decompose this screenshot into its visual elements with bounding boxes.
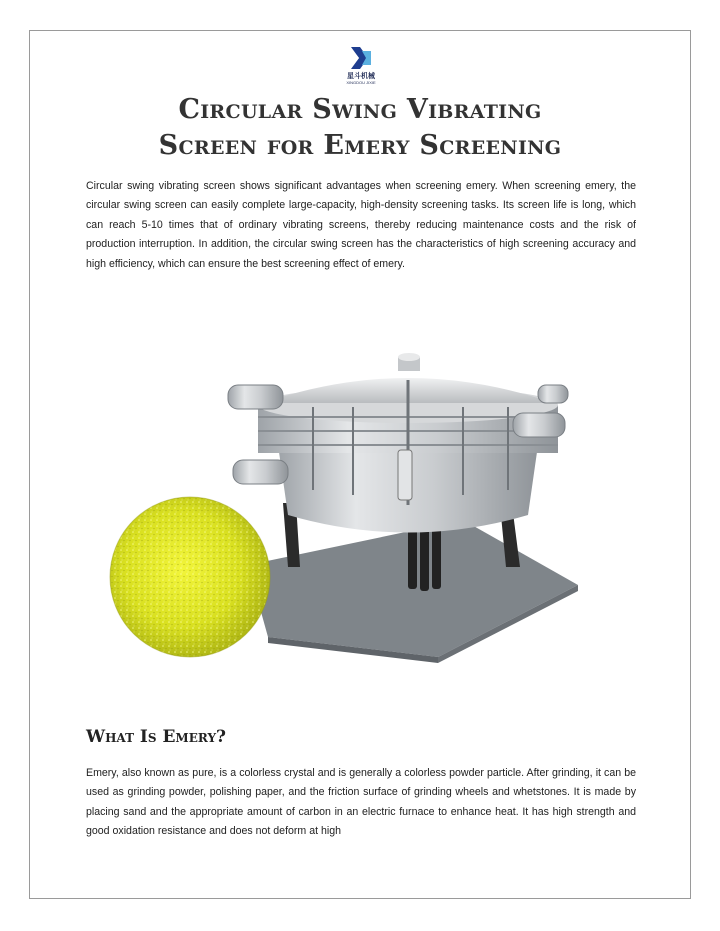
logo-brand-cn: 星斗机械 — [347, 72, 375, 80]
product-image — [108, 345, 588, 675]
company-logo — [346, 45, 376, 85]
logo-mark-icon — [349, 45, 373, 71]
title-line-1: Circular Swing Vibrating — [178, 94, 542, 125]
intro-paragraph: Circular swing vibrating screen shows significant advantages when screening emery. When screening emery, the circular swing screen can easily complete large-capacity, high-density screening tasks. Its screen life is long, which can reach 5-10 times that of ordinary vibrating screens, thereby reducing maintenance costs and the risk of production interruption. In addition, the circular swing screen has the characteristics of high screening accuracy and high efficiency, which can ensure the best screening effect of emery. — [86, 180, 636, 270]
screen-body — [258, 353, 558, 533]
logo-brand-en: XINGDOU JIXIE — [346, 80, 376, 85]
section-heading: What Is Emery? — [86, 727, 226, 747]
page-title — [60, 92, 660, 164]
title-line-2: Screen for Emery Screening — [158, 130, 562, 161]
section-paragraph: Emery, also known as pure, is a colorless crystal and is generally a colorless powder particle. After grinding, it can be used as grinding powder, polishing paper, and the friction surface of grinding wheels and whetstones. It is made by placing sand and the appropriate amount of carbon in an electric furnace to enhance heat. It has high strength and good oxidation resistance and does not deform at high — [86, 767, 636, 838]
emery-powder-sample — [110, 497, 270, 657]
